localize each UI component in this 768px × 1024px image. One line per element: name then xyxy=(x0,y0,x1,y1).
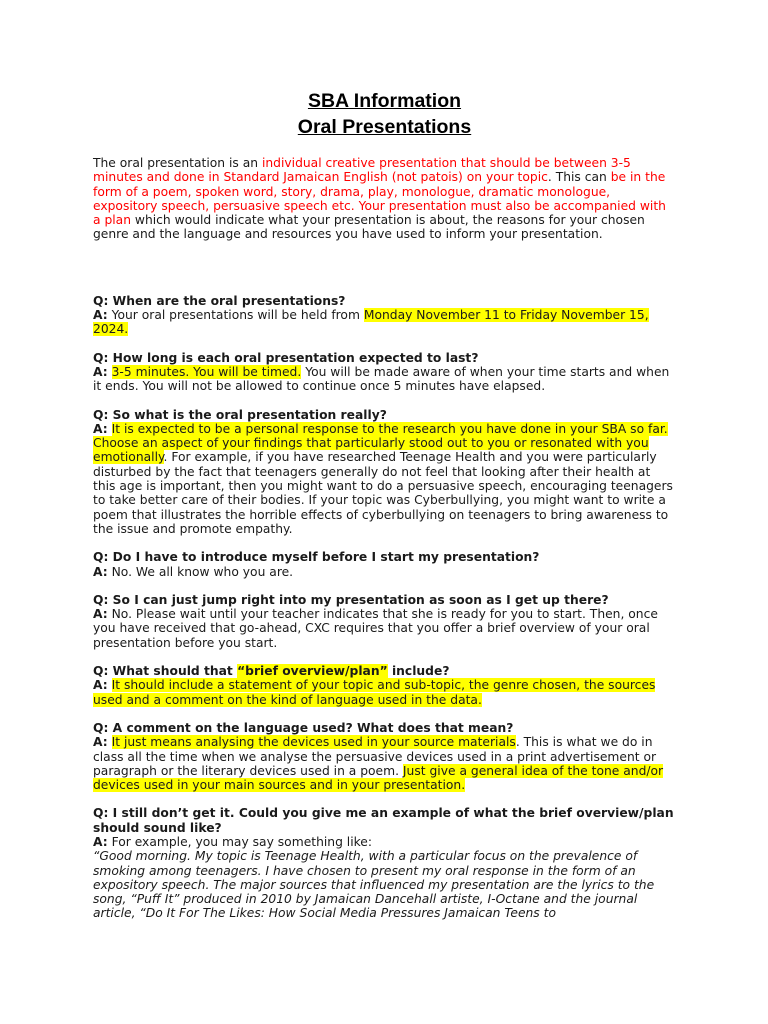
answer-highlight: It should include a statement of your topic and sub-topic, the genre chosen, the sources used and a comment on the kind of language used in the data. xyxy=(93,678,656,707)
answer-highlight: Monday November 11 to Friday November 15, 2024. xyxy=(93,308,649,337)
answer-highlight: 3-5 minutes. You will be timed. xyxy=(111,364,302,379)
question-text: Q: What should that xyxy=(93,664,238,679)
qa-block-overview xyxy=(93,664,676,707)
document-subtitle: Oral Presentations xyxy=(297,116,472,138)
qa-block-when xyxy=(93,294,676,337)
answer-text: No. Please wait until your teacher indicates that she is ready for you to start. Then, once you have received that go-ahead, CXC requires that you offer a brief overview of your oral presentation before you start. xyxy=(93,607,658,650)
intro-paragraph xyxy=(93,156,676,242)
answer xyxy=(93,365,676,394)
answer-text: . This is what we do in class all the time when we analyse the persuasive devices used in a print advertisement or paragraph or the literary devices used in a poem. xyxy=(93,735,657,778)
answer xyxy=(93,607,676,650)
answer-label: A: xyxy=(93,564,108,579)
answer-space xyxy=(108,735,112,749)
title-block xyxy=(93,88,676,140)
answer-highlight: It just means analysing the devices used in your source materials xyxy=(111,735,516,750)
qa-block-jump-in xyxy=(93,593,676,650)
answer-label: A: xyxy=(93,308,108,323)
question-text: include? xyxy=(387,664,450,679)
answer xyxy=(93,565,676,579)
document-title: SBA Information xyxy=(307,90,462,112)
intro-red-1: individual creative presentation that should be between 3-5 minutes and done in Standard Jamaican English (not patois) on your topic xyxy=(93,156,631,185)
intro-red-2: be in the form of a poem, spoken word, story, drama, play, monologue, dramatic monologue, expository speech, persuasive speech etc. Your presentation must also be accompanied with a plan xyxy=(93,170,666,228)
qa-block-what-is-it xyxy=(93,408,676,537)
answer-text: No. We all know who you are. xyxy=(107,564,294,579)
answer xyxy=(93,835,676,849)
question xyxy=(93,664,676,678)
answer xyxy=(93,422,676,536)
answer-highlight: It is expected to be a personal response to the research you have done in your SBA so far. Choose an aspect of your findings that particularly stood out to you or resonated with you emotionally xyxy=(93,421,668,465)
answer-label: A: xyxy=(93,421,108,436)
answer-text: For example, you may say something like: xyxy=(107,834,373,849)
question-highlight: “brief overview/plan” xyxy=(237,664,388,679)
answer-label: A: xyxy=(93,735,108,750)
question: Q: So I can just jump right into my presentation as soon as I get up there? xyxy=(93,592,609,607)
qa-block-language xyxy=(93,721,676,792)
answer xyxy=(93,308,676,337)
answer-text: . For example, if you have researched Teenage Health and you were particularly disturbed by the fact that teenagers generally do not feel that looking after their health at this age is important, then you might want to do a persuasive speech, encouraging teenagers to take better care of their bodies. If your topic was Cyberbullying, you might want to write a poem that illustrates the horrible effects of cyberbullying on teenagers to bring awareness to the issue and promote empathy. xyxy=(93,450,673,536)
intro-text-2: . This can xyxy=(547,170,611,185)
answer-space xyxy=(108,678,112,692)
question: Q: Do I have to introduce myself before I start my presentation? xyxy=(93,550,540,565)
qa-block-example xyxy=(93,806,676,920)
answer xyxy=(93,678,676,707)
intro-text-1: The oral presentation is an xyxy=(93,156,262,170)
answer-label: A: xyxy=(93,834,108,849)
qa-block-introduce xyxy=(93,550,676,579)
answer-label: A: xyxy=(93,607,108,622)
answer-text: You will be made aware of when your time starts and when it ends. You will not be allowed to continue once 5 minutes have elapsed. xyxy=(93,364,670,394)
question: Q: When are the oral presentations? xyxy=(93,293,346,308)
answer-label: A: xyxy=(93,364,108,379)
question: Q: How long is each oral presentation expected to last? xyxy=(93,350,479,365)
answer-highlight: Just give a general idea of the tone and/or devices used in your main sources and in your presentation. xyxy=(93,763,664,793)
answer-text: Your oral presentations will be held from xyxy=(107,308,364,323)
question: Q: So what is the oral presentation really? xyxy=(93,407,387,422)
question: Q: A comment on the language used? What does that mean? xyxy=(93,720,514,735)
intro-text-3: which would indicate what your presentation is about, the reasons for your chosen genre and the language and resources you have used to inform your presentation. xyxy=(93,213,645,242)
qa-block-how-long xyxy=(93,351,676,394)
example-quote: “Good morning. My topic is Teenage Health, with a particular focus on the prevalence of smoking among teenagers. I have chosen to present my oral response in the form of an expository speech. The major sources that influenced my presentation are the lyrics to the song, “Puff It” produced in 2010 by Jamaican Dancehall artiste, I-Octane and the journal article, “Do It For The Likes: How Social Media Pressures Jamaican Teens to xyxy=(93,849,655,921)
answer xyxy=(93,735,676,792)
answer-label: A: xyxy=(93,678,108,693)
question: Q: I still don’t get it. Could you give me an example of what the brief overview/plan should sound like? xyxy=(93,806,674,835)
